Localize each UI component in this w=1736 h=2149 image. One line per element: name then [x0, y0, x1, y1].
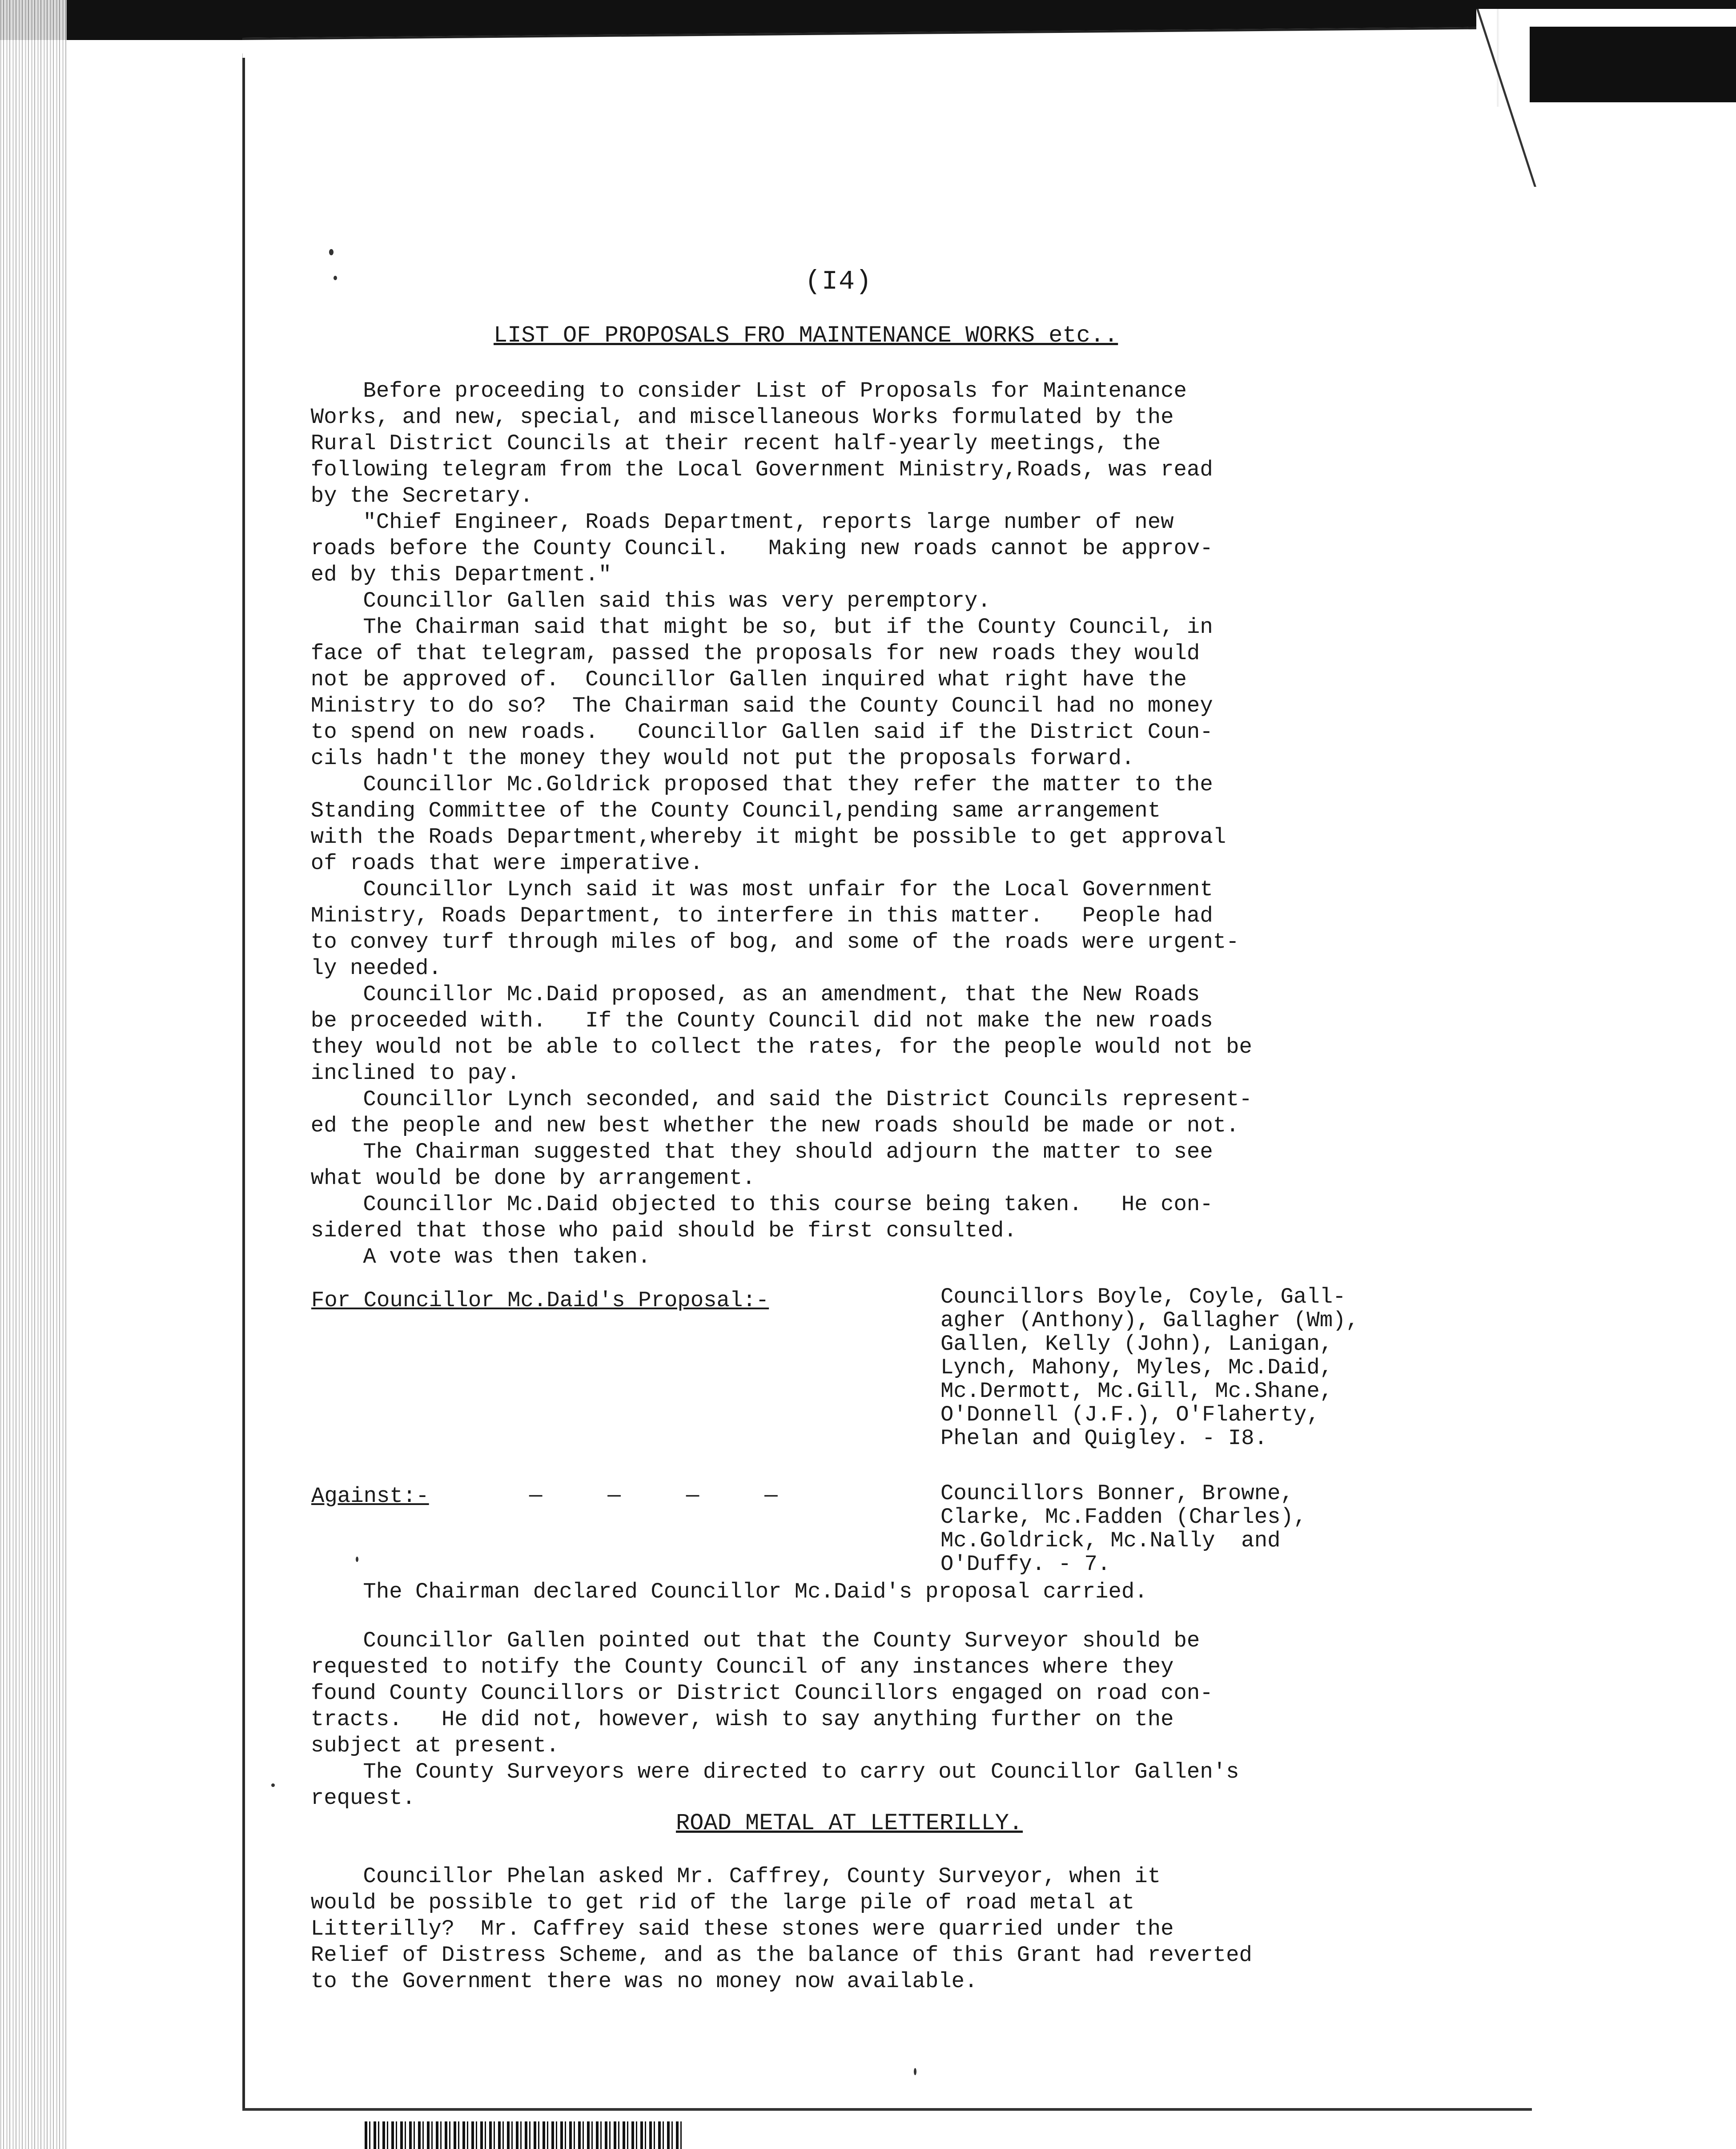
section-heading-road-metal: ROAD METAL AT LETTERILLY. — [676, 1810, 1023, 1836]
vote-for-label: For Councillor Mc.Daid's Proposal:- — [311, 1288, 769, 1313]
paragraph-surveyor: Councillor Gallen pointed out that the County Surveyor should be requested to notify the County Council of any instances where they found County Councillors or District Councillors engaged on road con- tracts. He did not, however, wish to say anything further on the subject at present. The County Surveyors were directed to carry out Councillor Gallen's request. — [310, 1628, 1239, 1811]
ink-speck — [914, 2068, 916, 2075]
ink-speck — [329, 249, 334, 255]
vote-dashes: — — — — — [529, 1483, 778, 1508]
chairman-declaration: The Chairman declared Councillor Mc.Daid's proposal carried. — [285, 1579, 1148, 1604]
paragraph-road-metal: Councillor Phelan asked Mr. Caffrey, County Surveyor, when it would be possible to get rid of the large pile of road metal at Litterilly? Mr. Caffrey said these stones were quarried under the Relief of Distress Scheme, and as the balance of this Grant had reverted to the Government there was no money now available. — [310, 1864, 1252, 1994]
vote-against-label: Against:- — [311, 1484, 429, 1509]
vote-against-names: Councillors Bonner, Browne, Clarke, Mc.Fadden (Charles), Mc.Goldrick, Mc.Nally and O'Duffy. - 7. — [940, 1481, 1307, 1577]
page-number: (I4) — [805, 267, 873, 297]
vote-for-names: Councillors Boyle, Coyle, Gall- agher (Anthony), Gallagher (Wm), Gallen, Kelly (John), Lanigan, Lynch, Mahony, Myles, Mc.Daid, Mc.Dermott, Mc.Gill, Mc.Shane, O'Donnell (J.F.), O'Flaherty, Phelan and Quigley. - I8. — [940, 1284, 1359, 1451]
ink-speck — [356, 1557, 358, 1562]
paragraph-main: Before proceeding to consider List of Proposals for Maintenance Works, and new, special, and miscellaneous Works formulated by the Rural District Councils at their recent half-yearly meetings, the following telegram from the Local Government Ministry,Roads, was read by the Secretary. "Chief Engineer, Roads Department, reports large number of new roads before the County Council. Making new roads cannot be approv- ed by this Department." Councillor Gallen said this was very peremptory. The Chairman said that might be so, but if the County Council, in face of that telegram, passed the proposals for new roads they would not be approved of. Councillor Gallen inquired what right have the Ministry to do so? The Chairman said the County Council had no money to spend on new roads. Councillor Gallen said if the District Coun- cils hadn't the money they would not put the proposals forward. Councillor Mc.Goldrick proposed that they refer the matter to the Standing Committee of the County Council,pending same arrangement with the Roads Department,whereby it might be possible to get approval of roads that were imperative. Councillor Lynch said it was most unfair for the Local Government Ministry, Roads Department, to interfere in this matter. People had to convey turf through miles of bog, and some of the roads were urgent- ly needed. Councillor Mc.Daid proposed, as an amendment, that the New Roads be proceeded with. If the County Council did not make the new roads they would not be able to collect the rates, for the people would not be inclined to pay. Councillor Lynch seconded, and said the District Councils represent- ed the people and new best whether the new roads should be made or not. The Chairman suggested that they should adjourn the matter to see what would be done by arrangement. Councillor Mc.Daid objected to this course being taken. He con- sidered that those who paid should be first consulted. A vote was then taken. — [310, 378, 1252, 1269]
ink-speck — [271, 1783, 275, 1787]
section-heading-maintenance: LIST OF PROPOSALS FRO MAINTENANCE WORKS etc.. — [494, 322, 1118, 349]
ink-speck — [334, 276, 337, 280]
